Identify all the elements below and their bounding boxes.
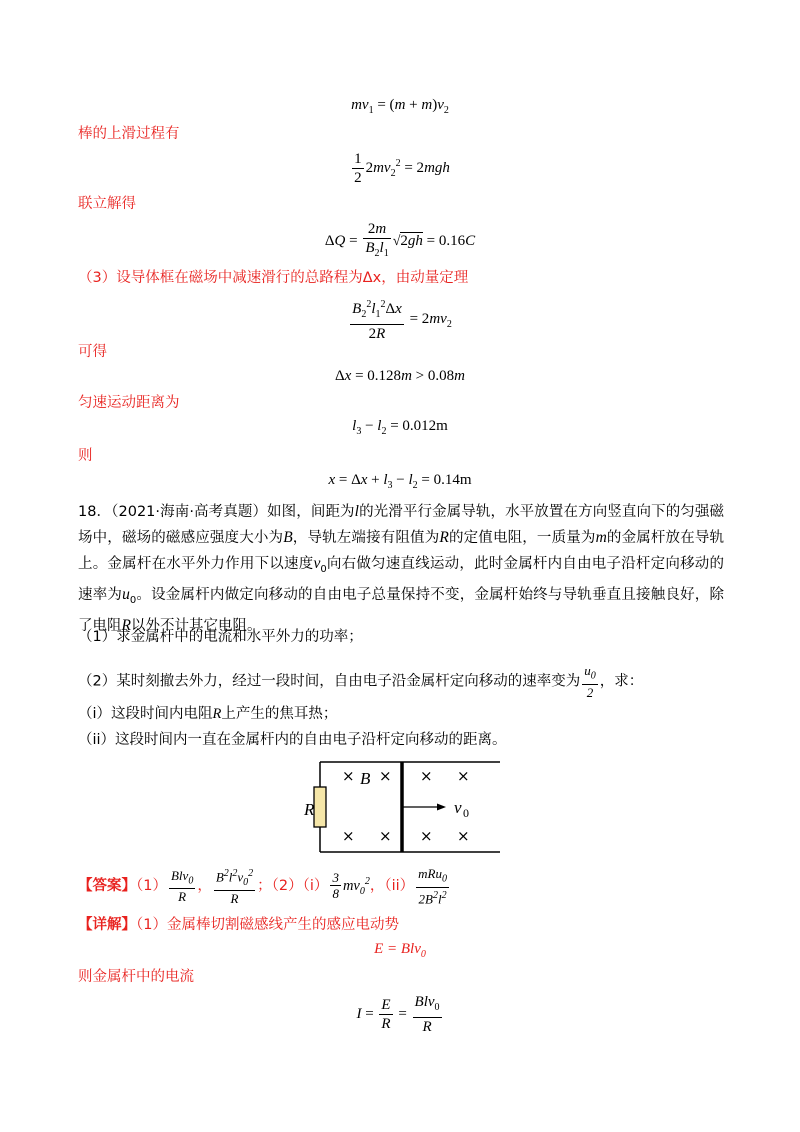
text-line-6: 则 xyxy=(78,448,93,464)
answer-tag: 【答案】 xyxy=(78,877,136,894)
cross-mark: × xyxy=(457,827,470,845)
resistor xyxy=(314,787,326,827)
detail-line: 【详解】（1）金属棒切割磁感线产生的感应电动势 xyxy=(78,917,399,933)
equation-impulse: $\frac{B_2^2l_1^2\Delta x}{2R}$ = $2mv_2$ xyxy=(0,296,800,343)
cross-mark: × xyxy=(420,767,433,785)
label-v-sub: 0 xyxy=(463,806,469,820)
text-line-3: （3）设导体框在磁场中减速滑行的总路程为Δx，由动量定理 xyxy=(78,270,469,286)
equation-current: I = $\frac{E}{R}$ = $\frac{Blv_0}{R}$ xyxy=(356,994,440,1035)
circuit-figure xyxy=(290,755,520,860)
equation-total-distance: $x = \Delta x + l_3 - l_2 = 0.14m$ xyxy=(328,472,472,491)
cross-mark: × xyxy=(420,827,433,845)
problem-source: （2021·海南·高考真题） xyxy=(111,504,268,520)
equation-energy: $\frac{1}{2}$ $2mv_2^2 = 2mgh$ xyxy=(354,151,450,186)
equation-momentum: $mv_1 = (m + m)v_2$ xyxy=(351,97,449,116)
question-2: （2）某时刻撤去外力，经过一段时间，自由电子沿金属杆定向移动的速率变为 $\frac{u_0}{2}$ ，求： xyxy=(78,663,644,700)
question-2-ii: （ii）这段时间内一直在金属杆内的自由电子沿杆定向移动的距离。 xyxy=(78,732,507,748)
current-text: 则金属杆中的电流 xyxy=(78,969,194,985)
problem-18-statement: 18．（2021·海南·高考真题）如图，间距为l的光滑平行金属导轨，水平放置在方向竖直向下的匀强磁场中，磁场的磁感应强度大小为B，导轨左端接有阻值为R的定值电阻，一质量为m的金属杆放在导轨上。金属杆在水平外力作用下以速度$v_0$向右做匀速直线运动，此时金属杆内自由电子沿杆定向移动的速率为$u_0$。设金属杆内做定向移动的自由电子总量保持不变，金属杆始终与导轨垂直且接触良好，除了电阻R以外不计其它电阻。 xyxy=(78,503,725,634)
cross-mark: × xyxy=(379,827,392,845)
label-R: R xyxy=(304,800,315,819)
problem-number: 18． xyxy=(78,504,112,520)
text-line-2: 联立解得 xyxy=(78,196,136,212)
equation-uniform-distance: $l_3 - l_2 = 0.012m$ xyxy=(352,418,448,437)
equation-distance: Δx = 0.128m > 0.08m xyxy=(335,368,465,384)
equation-emf: E = Blv$_0$ xyxy=(374,941,426,960)
cross-mark: × xyxy=(342,767,355,785)
cross-mark: × xyxy=(342,827,355,845)
answer-line: 【答案】（1） $\frac{Blv_0}{R}$ ， $\frac{B^2l^2v_0^2}{R}$ ；（2）（i） $\frac{3}{8}$ $mv_0^2$，（ii） $\frac{mRu_0}{2B^2l^2}$ xyxy=(78,866,448,906)
question-2-i: （i）这段时间内电阻R上产生的焦耳热； xyxy=(78,706,338,722)
question-1: （1）求金属杆中的电流和水平外力的功率； xyxy=(78,629,363,645)
detail-tag: 【详解】 xyxy=(78,917,136,933)
text-line-4: 可得 xyxy=(78,344,107,360)
equation-charge: ΔQ = $\frac{2m}{B_2l_1}$ √2gh = 0.16C xyxy=(324,221,476,259)
cross-mark: × xyxy=(379,767,392,785)
text-line-1: 棒的上滑过程有 xyxy=(78,126,180,142)
text-line-5: 匀速运动距离为 xyxy=(78,395,180,411)
cross-mark: × xyxy=(457,767,470,785)
label-v: v xyxy=(454,798,462,817)
label-B: B xyxy=(360,769,371,788)
